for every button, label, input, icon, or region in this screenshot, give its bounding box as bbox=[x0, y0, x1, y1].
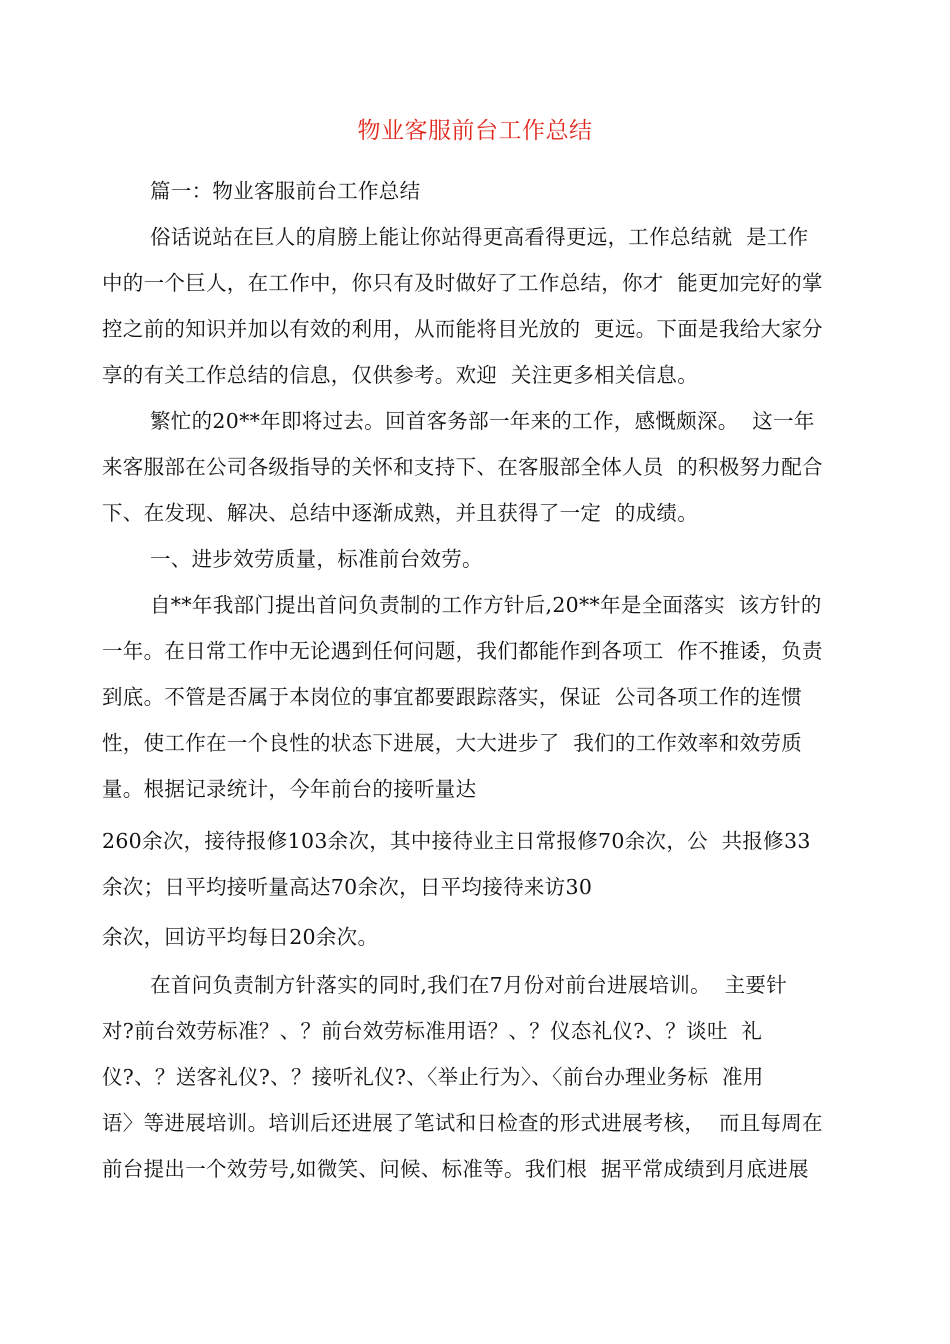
paragraph-line: 下、在发现、解决、总结中逐渐成熟，并且获得了一定 的成绩。 bbox=[102, 501, 699, 525]
paragraph-line: 前台提出一个效劳号,如微笑、问候、标准等。我们根 据平常成绩到月底进展 bbox=[102, 1157, 809, 1181]
paragraph-line: 自**年我部门提出首问负责制的工作方针后,20**年是全面落实 该方针的 bbox=[150, 593, 822, 617]
paragraph-line: 语〉等进展培训。培训后还进展了笔试和日检查的形式进展考核， 而且每周在 bbox=[102, 1111, 823, 1135]
paragraph-line: 余次；日平均接听量高达70余次，日平均接待来访30 bbox=[102, 875, 593, 899]
paragraph-line: 在首问负责制方针落实的同时,我们在7月份对前台进展培训。 主要针 bbox=[150, 973, 787, 997]
paragraph-line: 到底。不管是否属于本岗位的事宜都要跟踪落实，保证 公司各项工作的连惯 bbox=[102, 685, 803, 709]
paragraph-line: 俗话说站在巨人的肩膀上能让你站得更高看得更远，工作总结就 是工作 bbox=[150, 225, 809, 249]
paragraph-line: 来客服部在公司各级指导的关怀和支持下、在客服部全体人员 的积极努力配合 bbox=[102, 455, 823, 479]
paragraph-line: 繁忙的20**年即将过去。回首客务部一年来的工作，感慨颇深。 这一年 bbox=[150, 409, 815, 433]
paragraph-line: 余次，回访平均每日20余次。 bbox=[102, 925, 379, 949]
paragraph-line: 中的一个巨人，在工作中，你只有及时做好了工作总结，你才 能更加完好的掌 bbox=[102, 271, 823, 295]
paragraph-line: 260余次，接待报修103余次，其中接待业主日常报修70余次，公 共报修33 bbox=[102, 829, 811, 853]
paragraph-line: 控之前的知识并加以有效的利用，从而能将目光放的 更远。下面是我给大家分 bbox=[102, 317, 823, 341]
subtitle-line: 篇一：物业客服前台工作总结 bbox=[150, 179, 421, 203]
paragraph-line: 对?前台效劳标准？、？前台效劳标准用语？、？仪态礼仪?、？谈吐 礼 bbox=[102, 1019, 763, 1043]
document-title: 物业客服前台工作总结 bbox=[357, 118, 593, 144]
paragraph-line: 性，使工作在一个良性的状态下进展，大大进步了 我们的工作效率和效劳质 bbox=[102, 731, 803, 755]
section-heading: 一、进步效劳质量，标准前台效劳。 bbox=[150, 547, 483, 571]
paragraph-line: 享的有关工作总结的信息，仅供参考。欢迎 关注更多相关信息。 bbox=[102, 363, 699, 387]
paragraph-line: 一年。在日常工作中无论遇到任何问题，我们都能作到各项工 作不推诿，负责 bbox=[102, 639, 823, 663]
paragraph-line: 量。根据记录统计，今年前台的接听量达 bbox=[102, 777, 477, 801]
paragraph-line: 仪?、？送客礼仪?、？接听礼仪?、〈举止行为〉、〈前台办理业务标 准用 bbox=[102, 1065, 764, 1089]
